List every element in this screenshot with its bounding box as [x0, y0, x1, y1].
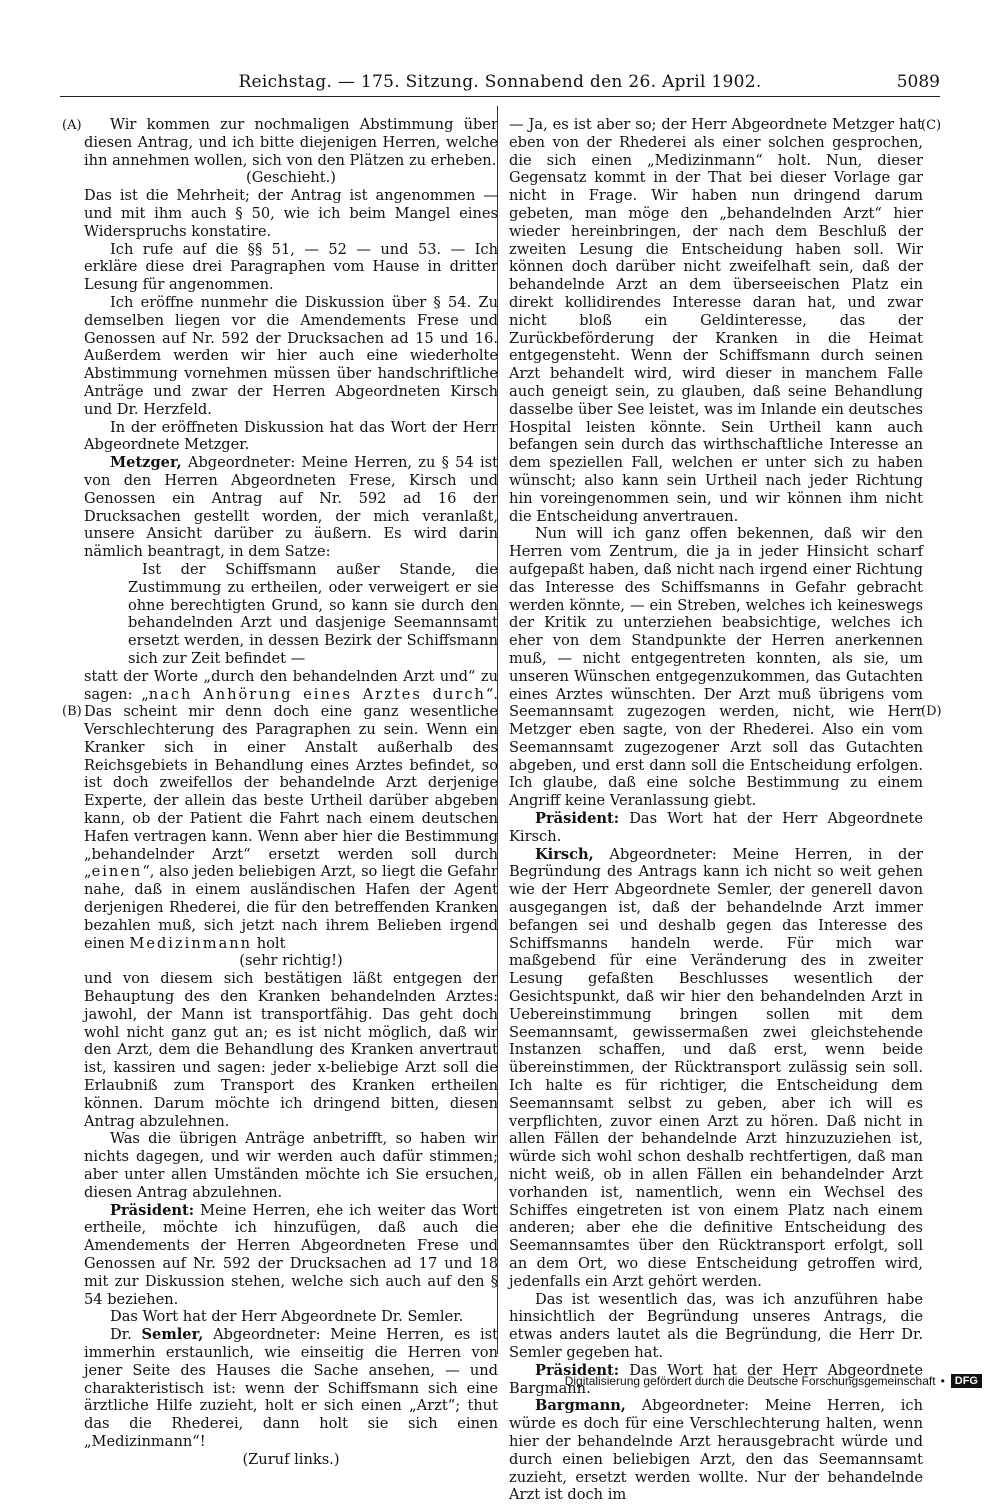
paragraph: Das Wort hat der Herr Abgeordnete Dr. Semler.	[110, 1308, 464, 1326]
footer-text: Digitalisierung gefördert durch die Deutsche Forschungsgemeinschaft	[564, 1374, 936, 1388]
paragraph: Ich eröffne nunmehr die Diskussion über § 54. Zu demselben liegen vor die Amendements Frese und Genossen auf Nr. 592 der Drucksachen ad 15 und 16. Außerdem werden wir hier auch eine wiederholte Abstimmung vornehmen müssen über handschriftliche Anträge und zwar der Herren Abgeordneten Kirsch und Dr. Herzfeld.	[84, 293, 498, 418]
right-column	[509, 116, 923, 1504]
speech-text: Das Wort hat der Herr Abgeordnete Bargmann.	[509, 1361, 923, 1397]
speaker-name: Präsident:	[535, 1361, 620, 1379]
margin-marker-b: (B)	[62, 704, 82, 719]
speech-text: Abgeordneter: Meine Herren, ich würde es doch für eine Verschlechterung halten, wenn hier der behandelnde Arzt herausgebracht würde und durch einen beliebigen Arzt, den das Seemannsamt zuzieht, ersetzt werden wollte. Nur der behandelnde Arzt ist doch im	[509, 1397, 923, 1504]
quoted-clause: Ist der Schiffsmann außer Stande, die Zustimmung zu ertheilen, oder verweigert er sie ohne berechtigten Grund, so kann sie durch den behandelnden Arzt und dasjenige Seemannsamt ersetzt werden, in dessen Bezirk der Schiffsmann sich zur Zeit befindet —	[128, 560, 498, 667]
text-run: “, also jeden beliebigen Arzt, so liegt die Gefahr nahe, daß in einem ausländischen Hafen der Agent derjenigen Rhederei, die für den betreffenden Kranken bezahlen muß, sich jetzt nach ihrem Belieben irgend einen	[84, 863, 498, 952]
speech-paragraph	[509, 810, 923, 846]
page-header	[60, 70, 940, 97]
speaker-name: Bargmann,	[535, 1397, 626, 1415]
interjection: (Geschieht.)	[246, 169, 336, 187]
margin-marker-c: (C)	[921, 118, 942, 133]
paragraph: Nun will ich ganz offen bekennen, daß wir den Herren vom Zentrum, die ja in jeder Hinsicht scharf aufgepaßt haben, daß nicht nach irgend einer Richtung das Interesse des Schiffsmanns in Gefahr gebracht werden könnte, — ein Streben, welches ich keineswegs der Kritik zu unterziehen beabsichtige, welches ich eher von dem Standpunkte der Herren anerkennen muß, — nicht entgegentreten konnten, als sie, um unseren Wünschen entgegenzukommen, das Gutachten eines Arztes wünschten. Der Arzt muß übrigens vom Seemannsamt zugezogen werden, nicht, wie Herr Metzger eben sagte, von der Rhederei. Also ein vom Seemannsamt zugezogener Arzt soll das Gutachten abgeben, und erst dann soll die Entscheidung erfolgen. Ich glaube, daß eine solche Bestimmung zu einem Angriff keine Veranlassung giebt.	[509, 525, 923, 810]
margin-marker-a: (A)	[62, 118, 82, 133]
paragraph: Was die übrigen Anträge anbetrifft, so haben wir nichts dagegen, und wir werden auch dafür stimmen; aber unter allen Umständen möchte ich Sie ersuchen, diesen Antrag abzulehnen.	[84, 1130, 498, 1201]
text-run: “. Das scheint mir denn doch eine ganz wesentliche Verschlechterung des Paragraphen zu sein. Wenn ein Kranker sich in einer Anstalt außerhalb des Reichsgebiets in Behandlung eines Arztes befindet, so ist doch zweifellos der behandelnde Arzt derjenige Experte, der allein das beste Urtheil darüber abgeben kann, ob der Patient die Fahrt nach einem deutschen Hafen vertragen kann. Wenn aber hier die Bestimmung „behandelnder Arzt“ ersetzt werden soll durch „	[84, 685, 499, 881]
paragraph	[84, 668, 498, 953]
speaker-name: Präsident:	[535, 810, 620, 828]
speaker-name: Präsident:	[110, 1201, 195, 1219]
speaker-name: Semler,	[141, 1326, 204, 1344]
margin-marker-d: (D)	[921, 704, 942, 719]
speech-paragraph	[509, 1397, 923, 1504]
speech-text: Das Wort hat der Herr Abgeordnete Kirsch.	[509, 810, 923, 845]
speech-text: Meine Herren, ehe ich weiter das Wort ertheile, möchte ich hinzufügen, daß auch die Amendements der Herren Abgeordneten Frese und Genossen auf Nr. 592 der Drucksachen ad 17 und 18 mit zur Diskussion stehen, welche sich auch auf den § 54 beziehen.	[84, 1201, 498, 1308]
speech-text: Abgeordneter: Meine Herren, zu § 54 ist von den Herren Abgeordneten Frese, Kirsch und Genossen ein Antrag auf Nr. 592 ad 16 der Drucksachen gestellt worden, der mich veranlaßt, unsere Ansicht darüber zu äußern. Es wird darin nämlich beantragt, in dem Satze:	[84, 454, 498, 561]
interjection: (Zuruf links.)	[242, 1450, 340, 1468]
speech-paragraph	[509, 846, 923, 1291]
speech-paragraph	[84, 1202, 498, 1309]
emphasis: Medizinmann	[129, 934, 253, 952]
paragraph: Das ist wesentlich das, was ich anzuführen habe hinsichtlich der Begründung unseres Antrags, die etwas anders lautet als die Begründung, die Herr Dr. Semler gegeben hat.	[509, 1290, 923, 1361]
interjection: (sehr richtig!)	[239, 952, 343, 970]
page-number: 5089	[896, 72, 940, 92]
speech-paragraph	[84, 1326, 498, 1451]
left-column	[84, 116, 498, 1469]
text-run: holt	[252, 934, 286, 952]
funding-footer	[565, 1374, 982, 1388]
speech-paragraph	[84, 454, 498, 561]
page-title: Reichstag. — 175. Sitzung. Sonnabend den 26. April 1902.	[238, 72, 762, 92]
text-run: Dr.	[110, 1326, 142, 1344]
dfg-logo: DFG	[951, 1374, 982, 1388]
paragraph: Das ist die Mehrheit; der Antrag ist angenommen — und mit ihm auch § 50, wie ich beim Mangel eines Widerspruchs konstatire.	[84, 187, 498, 240]
speech-text: Abgeordneter: Meine Herren, es ist immerhin erstaunlich, wie einseitig die Herren von jener Seite des Hauses die Sache ansehen, — und charakteristisch ist: wenn der Schiffsmann sich eine ärztliche Hilfe zuzieht, holt er sich einen „Arzt“; thut das die Rhederei, dann holt sie sich einen „Medizinmann“!	[84, 1326, 498, 1450]
emphasis: nach Anhörung eines Arztes durch	[148, 685, 486, 703]
speaker-name: Metzger,	[110, 454, 182, 472]
speaker-name: Kirsch,	[535, 845, 594, 863]
text-run: statt der Worte „durch den behandelnden Arzt und“ zu sagen: „	[84, 667, 498, 703]
paragraph: — Ja, es ist aber so; der Herr Abgeordnete Metzger hat eben von der Rhederei als einer solchen gesprochen, die sich einen „Medizinmann“ holt. Nun, dieser Gegensatz kommt in der That bei dieser Vorlage gar nicht in Frage. Wir haben nun dringend darum gebeten, man möge den „behandelnden Arzt“ hier wieder hereinbringen, der nach dem Beschluß der zweiten Lesung die Entscheidung haben soll. Wir können doch darüber nicht zweifelhaft sein, daß der behandelnde Arzt an dem überseeischen Platz ein direkt kollidirendes Interesse daran hat, und zwar nicht bloß ein Geldinteresse, das der Zurückbeförderung der Kranken in die Heimat entgegensteht. Wenn der Schiffsmann durch seinen Arzt behandelt wird, wird dieser in manchem Falle auch geneigt sein, zu glauben, daß seine Behandlung dasselbe über See leistet, was im Inlande ein deutsches Hospital leisten könnte. Sein Urtheil kann auch befangen sein durch das wirthschaftliche Interesse an dem speziellen Fall, welchen er unter sich zu haben wünscht; also kann sein Urtheil nach jeder Richtung hin voreingenommen sein, und wir können ihm nicht die Entscheidung anvertrauen.	[509, 116, 923, 525]
emphasis: einen	[91, 863, 143, 881]
bullet-dots-icon: •	[940, 1374, 946, 1388]
paragraph: und von diesem sich bestätigen läßt entgegen der Behauptung des den Kranken behandelnden Arztes: jawohl, der Mann ist transportfähig. Das geht doch wohl nicht ganz gut an; es ist nicht möglich, daß wir den Arzt, dem die Behandlung des Kranken anvertraut ist, kassiren und sagen: jeder x-beliebige Arzt soll die Erlaubniß zum Transport des Kranken ertheilen können. Darum möchte ich dringend bitten, diesen Antrag abzulehnen.	[84, 970, 498, 1130]
paragraph: In der eröffneten Diskussion hat das Wort der Herr Abgeordnete Metzger.	[84, 418, 498, 454]
paragraph: Wir kommen zur nochmaligen Abstimmung über diesen Antrag, und ich bitte diejenigen Herren, welche ihn annehmen wollen, sich von den Plätzen zu erheben.	[84, 116, 498, 169]
paragraph: Ich rufe auf die §§ 51, — 52 — und 53. — Ich erkläre diese drei Paragraphen vom Hause in dritter Lesung für angenommen.	[84, 240, 498, 294]
speech-text: Abgeordneter: Meine Herren, in der Begründung des Antrags kann ich nicht so weit gehen wie der Herr Abgeordnete Semler, der generell davon ausgegangen ist, daß der behandelnde Arzt immer befangen sei und deshalb gegen das Interesse des Schiffsmanns handeln werde. Für mich war maßgebend für eine Veränderung des in zweiter Lesung gefaßten Beschlusses wesentlich der Gesichtspunkt, daß wir hier den behandelnden Arzt in Uebereinstimmung bringen sollen mit dem Seemannsamt, gewissermaßen zwei gleichstehende Instanzen schaffen, und daß erst, wenn beide übereinstimmen, der Rücktransport zulässig sein soll. Ich halte es für richtiger, die Entscheidung dem Seemannsamt selbst zu geben, aber ich will es verpflichten, zuvor einen Arzt zu hören. Daß nicht in allen Fällen der behandelnde Arzt hinzuzuziehen ist, würde sich wohl schon deshalb rechtfertigen, daß man nicht weiß, ob in allen Fällen ein behandelnder Arzt vorhanden ist, namentlich, wenn ein Wechsel des Schiffes eingetreten ist von einem Platz nach einem anderen; aber ehe die definitive Entscheidung des Seemannsamtes über den Rücktransport erfolgt, soll an dem Ort, wo diese Entscheidung getroffen wird, jedenfalls ein Arzt gehört werden.	[509, 845, 923, 1290]
